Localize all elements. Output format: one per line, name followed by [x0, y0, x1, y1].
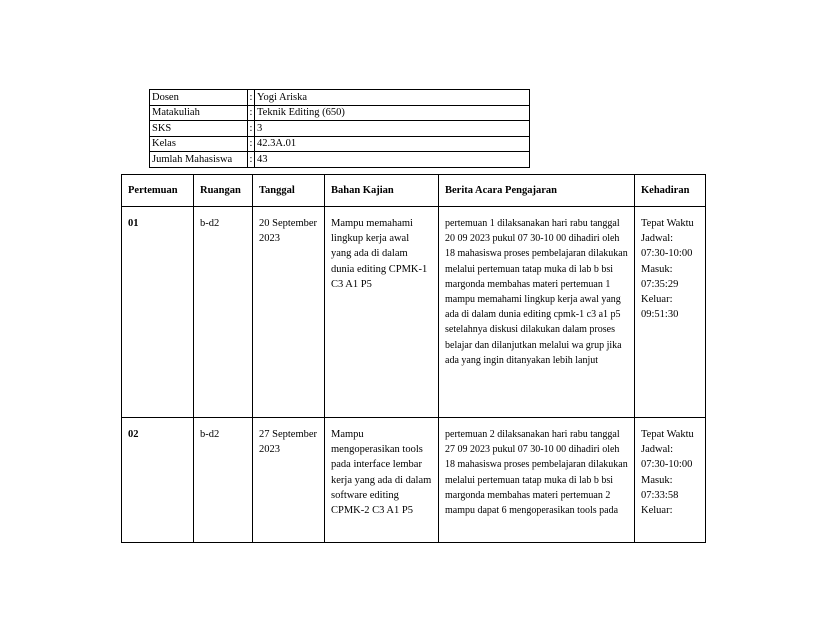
info-row-dosen [150, 90, 530, 106]
cell-berita-acara: pertemuan 1 dilaksanakan hari rabu tanggal 20 09 2023 pukul 07 30-10 00 dihadiri oleh 18 mahasiswa proses pembelajaran dilakukan melalui pertemuan tatap muka di lab b bsi margonda membahas materi pertemuan 1 mampu memahami lingkup kerja awal yang ada di dalam dunia editing cpmk-1 c3 a1 p5 setelahnya diskusi dilakukan dalam proses belajar dan dilanjutkan melalui wa grup jika ada yang ingin ditanyakan lebih lanjut [439, 207, 635, 418]
info-separator: : [248, 121, 255, 137]
cell-tanggal: 20 September 2023 [253, 207, 325, 418]
cell-pertemuan: 01 [122, 207, 194, 418]
info-row-jumlah-mahasiswa [150, 152, 530, 168]
header-ruangan: Ruangan [194, 175, 253, 207]
info-value: 43 [255, 152, 530, 168]
cell-kehadiran: Tepat Waktu Jadwal: 07:30-10:00 Masuk: 07:35:29 Keluar: 09:51:30 [635, 207, 706, 418]
info-separator: : [248, 90, 255, 106]
cell-ruangan: b-d2 [194, 207, 253, 418]
header-pertemuan: Pertemuan [122, 175, 194, 207]
info-separator: : [248, 136, 255, 152]
info-separator: : [248, 105, 255, 121]
cell-berita-acara: pertemuan 2 dilaksanakan hari rabu tanggal 27 09 2023 pukul 07 30-10 00 dihadiri oleh 18 mahasiswa proses pembelajaran dilakukan melalui pertemuan tatap muka di lab b bsi margonda membahas materi pertemuan 2 mampu dapat 6 mengoperasikan tools pada [439, 418, 635, 543]
info-label: Matakuliah [150, 105, 248, 121]
cell-bahan-kajian: Mampu mengoperasikan tools pada interface lembar kerja yang ada di dalam software editing CPMK-2 C3 A1 P5 [325, 418, 439, 543]
cell-tanggal: 27 September 2023 [253, 418, 325, 543]
header-bahan-kajian: Bahan Kajian [325, 175, 439, 207]
info-separator: : [248, 152, 255, 168]
info-value: 42.3A.01 [255, 136, 530, 152]
cell-bahan-kajian: Mampu memahami lingkup kerja awal yang ada di dalam dunia editing CPMK-1 C3 A1 P5 [325, 207, 439, 418]
info-row-kelas [150, 136, 530, 152]
info-value: 3 [255, 121, 530, 137]
header-berita-acara: Berita Acara Pengajaran [439, 175, 635, 207]
header-tanggal: Tanggal [253, 175, 325, 207]
info-value: Teknik Editing (650) [255, 105, 530, 121]
cell-kehadiran: Tepat Waktu Jadwal: 07:30-10:00 Masuk: 07:33:58 Keluar: [635, 418, 706, 543]
attendance-table [121, 174, 706, 543]
course-info-table [149, 89, 530, 168]
cell-ruangan: b-d2 [194, 418, 253, 543]
info-row-sks [150, 121, 530, 137]
header-kehadiran: Kehadiran [635, 175, 706, 207]
info-value: Yogi Ariska [255, 90, 530, 106]
table-row [122, 207, 706, 418]
info-row-matakuliah [150, 105, 530, 121]
info-label: Dosen [150, 90, 248, 106]
info-label: Jumlah Mahasiswa [150, 152, 248, 168]
info-label: Kelas [150, 136, 248, 152]
cell-pertemuan: 02 [122, 418, 194, 543]
table-header-row [122, 175, 706, 207]
info-label: SKS [150, 121, 248, 137]
table-row [122, 418, 706, 543]
